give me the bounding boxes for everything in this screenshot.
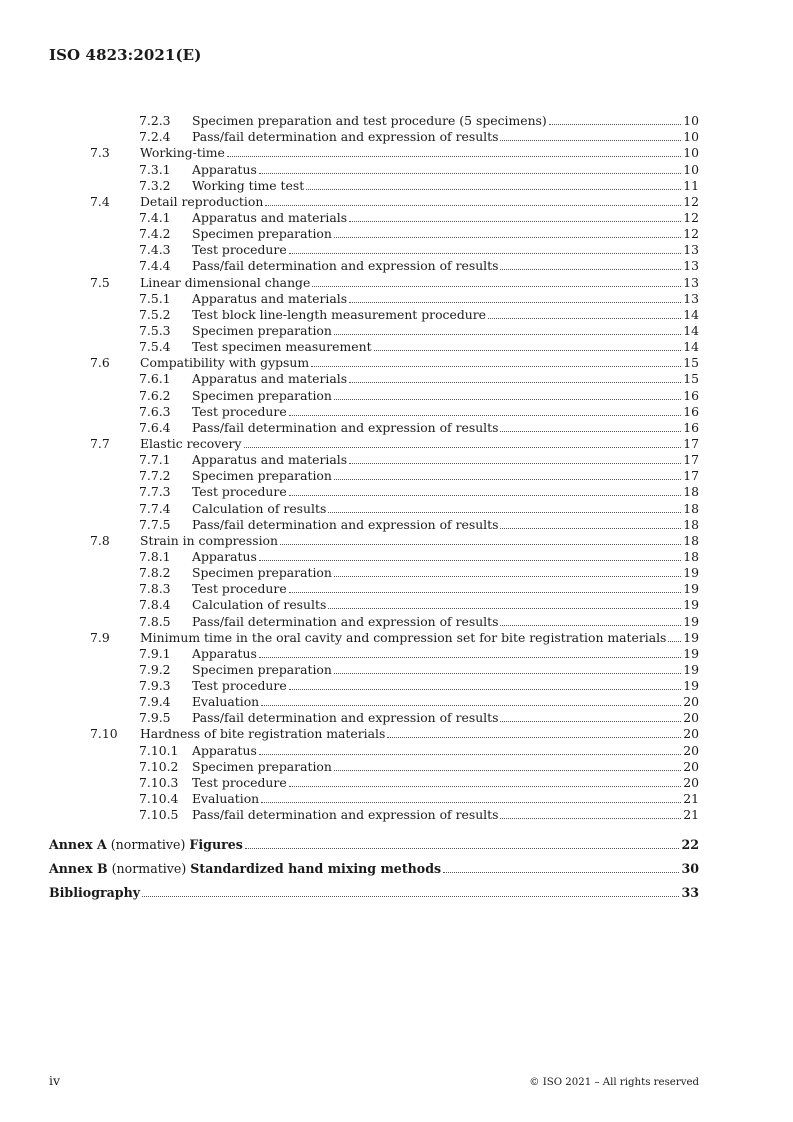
toc-entry[interactable] (49, 790, 699, 806)
toc-entry[interactable] (49, 160, 699, 176)
toc-entry-number: 7.7 (90, 435, 110, 451)
toc-entry-number: 7.4.2 (139, 226, 171, 242)
toc-entry-page: 17 (683, 468, 699, 484)
toc-entry-title: Hardness of bite registration materials (140, 726, 386, 742)
dot-leader (334, 576, 681, 577)
dot-leader (328, 608, 681, 609)
toc-entry-number: 7.4.3 (139, 242, 171, 258)
toc-entry[interactable] (49, 241, 699, 257)
toc-entry-title: Strain in compression (140, 532, 278, 548)
annex-label: Annex B (49, 861, 108, 877)
dot-leader (334, 399, 681, 400)
toc-entry-number: 7.4.4 (139, 258, 171, 274)
toc-entry[interactable] (49, 386, 699, 402)
toc-entry-number: 7.6.4 (139, 419, 171, 435)
dot-leader (311, 366, 681, 367)
dot-leader (259, 657, 681, 658)
toc-entry[interactable] (49, 548, 699, 564)
page-footer (49, 1073, 699, 1088)
toc-entry-number: 7.3 (90, 145, 110, 161)
toc-entry-number: 7.2.4 (139, 129, 171, 145)
dot-leader (334, 237, 681, 238)
toc-entry-page: 20 (683, 726, 699, 742)
toc-entry-page: 18 (683, 548, 699, 564)
toc-entry-page: 21 (683, 791, 699, 807)
toc-entry-page: 12 (683, 209, 699, 225)
toc-entry-number: 7.9.3 (139, 678, 171, 694)
dot-leader (280, 544, 681, 545)
toc-entry-title: Test procedure (192, 581, 287, 597)
toc-entry-number: 7.10.4 (139, 791, 179, 807)
toc-entry[interactable] (49, 419, 699, 435)
toc-entry-page: 13 (683, 290, 699, 306)
dot-leader (500, 269, 681, 270)
toc-entry-title: Detail reproduction (140, 193, 264, 209)
toc-entry-page: 17 (683, 435, 699, 451)
dot-leader (500, 721, 681, 722)
toc-entry-title: Specimen preparation and test procedure (5 specimens) (192, 113, 547, 129)
dot-leader (289, 415, 682, 416)
toc-entry[interactable] (49, 516, 699, 532)
dot-leader (334, 334, 681, 335)
dot-leader (500, 431, 681, 432)
toc-entry-number: 7.10.1 (139, 742, 179, 758)
toc-entry-title: Pass/fail determination and expression of results (192, 129, 499, 145)
annex-page: 22 (681, 837, 699, 853)
dot-leader (244, 447, 682, 448)
dot-leader (289, 253, 682, 254)
annex-page: 30 (681, 861, 699, 877)
toc-entry[interactable] (49, 725, 699, 741)
toc-entry-page: 19 (683, 565, 699, 581)
toc-entry-number: 7.10.2 (139, 758, 179, 774)
annex-title: Figures (189, 837, 243, 853)
dot-leader (500, 625, 681, 626)
toc-entry-page: 15 (683, 371, 699, 387)
toc-entry[interactable] (49, 612, 699, 628)
annex-label: Bibliography (49, 885, 141, 901)
toc-entry-title: Test specimen measurement (192, 339, 372, 355)
toc-entry-number: 7.7.3 (139, 484, 171, 500)
toc-entry[interactable] (49, 483, 699, 499)
dot-leader (488, 318, 681, 319)
dot-leader (500, 528, 681, 529)
toc-entry[interactable] (49, 677, 699, 693)
toc-entry-title: Test procedure (192, 484, 287, 500)
toc-entry-title: Test block line-length measurement procedure (192, 306, 486, 322)
toc-entry[interactable] (49, 629, 699, 645)
toc-entry-title: Pass/fail determination and expression of results (192, 710, 499, 726)
toc-entry-page: 18 (683, 500, 699, 516)
toc-entry[interactable] (49, 806, 699, 822)
toc-entry-number: 7.4 (90, 193, 110, 209)
toc-entry[interactable] (49, 290, 699, 306)
toc-entry-title: Evaluation (192, 791, 260, 807)
toc-entry-page: 11 (683, 177, 699, 193)
toc-entry-page: 10 (683, 145, 699, 161)
toc-entry-number: 7.10.5 (139, 807, 179, 823)
annex-entry[interactable] (49, 828, 699, 852)
copyright-notice: © ISO 2021 – All rights reserved (529, 1077, 699, 1088)
toc-entry-page: 19 (683, 581, 699, 597)
dot-leader (289, 495, 682, 496)
toc-entry[interactable] (49, 177, 699, 193)
dot-leader (349, 302, 681, 303)
dot-leader (334, 479, 681, 480)
toc-entry-number: 7.5 (90, 274, 110, 290)
toc-entry-title: Pass/fail determination and expression of results (192, 807, 499, 823)
table-of-contents (49, 112, 699, 900)
toc-entry-title: Calculation of results (192, 500, 327, 516)
toc-entry-page: 20 (683, 758, 699, 774)
toc-entry-page: 12 (683, 193, 699, 209)
toc-entry-page: 12 (683, 226, 699, 242)
toc-entry[interactable] (49, 322, 699, 338)
dot-leader (312, 286, 681, 287)
toc-entry-title: Specimen preparation (192, 468, 332, 484)
toc-entry-title: Pass/fail determination and expression of results (192, 613, 499, 629)
toc-entry-number: 7.9.4 (139, 694, 171, 710)
toc-entry-page: 10 (683, 113, 699, 129)
toc-entry-page: 16 (683, 403, 699, 419)
toc-entry-number: 7.9.2 (139, 661, 171, 677)
toc-entry-number: 7.5.4 (139, 339, 171, 355)
dot-leader (334, 673, 681, 674)
toc-entry-page: 13 (683, 242, 699, 258)
toc-entry-title: Apparatus (192, 161, 257, 177)
toc-entry[interactable] (49, 564, 699, 580)
toc-entry-number: 7.10.3 (139, 774, 179, 790)
toc-entry[interactable] (49, 338, 699, 354)
toc-entry-number: 7.7.5 (139, 516, 171, 532)
toc-entry-title: Apparatus and materials (192, 452, 348, 468)
dot-leader (328, 512, 681, 513)
toc-entry-page: 13 (683, 274, 699, 290)
toc-entry-title: Specimen preparation (192, 565, 332, 581)
page-number: iv (49, 1073, 61, 1088)
toc-entry-page: 21 (683, 807, 699, 823)
dot-leader (306, 189, 681, 190)
toc-entry[interactable] (49, 370, 699, 386)
toc-entry[interactable] (49, 709, 699, 725)
toc-entry-page: 20 (683, 694, 699, 710)
annex-title: Standardized hand mixing methods (190, 861, 442, 877)
toc-entry-number: 7.8.3 (139, 581, 171, 597)
toc-entry-title: Specimen preparation (192, 387, 332, 403)
toc-entry-title: Apparatus (192, 742, 257, 758)
dot-leader (334, 770, 681, 771)
toc-entry[interactable] (49, 225, 699, 241)
toc-entry[interactable] (49, 774, 699, 790)
toc-entry-title: Apparatus and materials (192, 371, 348, 387)
toc-entry-title: Evaluation (192, 694, 260, 710)
toc-entry-number: 7.8.4 (139, 597, 171, 613)
toc-entry-page: 10 (683, 161, 699, 177)
dot-leader (245, 848, 680, 849)
toc-entry-number: 7.7.2 (139, 468, 171, 484)
toc-entry-page: 19 (683, 613, 699, 629)
document-id-header: ISO 4823:2021(E) (49, 46, 202, 64)
toc-entry[interactable] (49, 273, 699, 289)
toc-entry-number: 7.4.1 (139, 209, 171, 225)
toc-entry-page: 16 (683, 387, 699, 403)
toc-entry-title: Pass/fail determination and expression of results (192, 419, 499, 435)
dot-leader (668, 641, 681, 642)
toc-entry-page: 18 (683, 484, 699, 500)
toc-entry-title: Test procedure (192, 678, 287, 694)
toc-entry-title: Working-time (140, 145, 225, 161)
toc-entry-title: Apparatus (192, 548, 257, 564)
toc-entry-number: 7.6.2 (139, 387, 171, 403)
toc-entry[interactable] (49, 661, 699, 677)
toc-entry-number: 7.8.1 (139, 548, 171, 564)
toc-entry[interactable] (49, 354, 699, 370)
toc-entry-page: 19 (683, 661, 699, 677)
toc-entry-title: Specimen preparation (192, 758, 332, 774)
toc-entry-number: 7.7.4 (139, 500, 171, 516)
toc-entry-title: Calculation of results (192, 597, 327, 613)
toc-entry-page: 10 (683, 129, 699, 145)
dot-leader (349, 463, 681, 464)
toc-entry[interactable] (49, 467, 699, 483)
toc-entry[interactable] (49, 741, 699, 757)
annex-label: Annex A (49, 837, 107, 853)
toc-entry-title: Compatibility with gypsum (140, 355, 310, 371)
dot-leader (259, 754, 681, 755)
dot-leader (289, 689, 682, 690)
dot-leader (443, 872, 679, 873)
toc-entry-number: 7.6 (90, 355, 110, 371)
annex-qualifier: (normative) (111, 861, 187, 877)
annex-page: 33 (681, 885, 699, 901)
toc-entry-page: 15 (683, 355, 699, 371)
toc-entry-page: 19 (683, 645, 699, 661)
toc-entry-number: 7.5.2 (139, 306, 171, 322)
annex-qualifier: (normative) (110, 837, 186, 853)
toc-entry[interactable] (49, 193, 699, 209)
toc-entry[interactable] (49, 128, 699, 144)
toc-entry-title: Specimen preparation (192, 226, 332, 242)
toc-entry[interactable] (49, 112, 699, 128)
toc-entry-page: 13 (683, 258, 699, 274)
toc-entry-number: 7.7.1 (139, 452, 171, 468)
toc-entry-number: 7.9.5 (139, 710, 171, 726)
dot-leader (265, 205, 681, 206)
toc-entry-title: Working time test (192, 177, 305, 193)
dot-leader (261, 705, 681, 706)
dot-leader (259, 560, 681, 561)
dot-leader (374, 350, 682, 351)
toc-entry-title: Test procedure (192, 403, 287, 419)
toc-entry-page: 14 (683, 339, 699, 355)
toc-entry-title: Apparatus and materials (192, 209, 348, 225)
toc-entry[interactable] (49, 306, 699, 322)
toc-entry-number: 7.8.2 (139, 565, 171, 581)
toc-entry-number: 7.5.1 (139, 290, 171, 306)
dot-leader (261, 802, 681, 803)
toc-entry-page: 19 (683, 597, 699, 613)
annex-entry[interactable] (49, 876, 699, 900)
toc-entry-number: 7.8.5 (139, 613, 171, 629)
annex-entry[interactable] (49, 852, 699, 876)
toc-entry-title: Specimen preparation (192, 661, 332, 677)
toc-entry-number: 7.2.3 (139, 113, 171, 129)
toc-entry[interactable] (49, 209, 699, 225)
toc-entry-page: 16 (683, 419, 699, 435)
toc-entry-number: 7.3.1 (139, 161, 171, 177)
toc-entry-title: Linear dimensional change (140, 274, 311, 290)
toc-entry-page: 20 (683, 710, 699, 726)
toc-entry-number: 7.9.1 (139, 645, 171, 661)
toc-entry[interactable] (49, 451, 699, 467)
dot-leader (349, 221, 681, 222)
toc-entry-page: 18 (683, 516, 699, 532)
toc-entry-title: Test procedure (192, 242, 287, 258)
toc-entry-page: 14 (683, 306, 699, 322)
dot-leader (142, 896, 679, 897)
toc-entry-page: 19 (683, 678, 699, 694)
toc-entry[interactable] (49, 257, 699, 273)
toc-entry-page: 19 (683, 629, 699, 645)
dot-leader (349, 382, 681, 383)
toc-entry-number: 7.8 (90, 532, 110, 548)
toc-entry-title: Minimum time in the oral cavity and compression set for bite registration materials (140, 629, 667, 645)
toc-entry-number: 7.9 (90, 629, 110, 645)
toc-entry-title: Pass/fail determination and expression of results (192, 516, 499, 532)
toc-entry[interactable] (49, 499, 699, 515)
dot-leader (259, 173, 681, 174)
toc-entry[interactable] (49, 693, 699, 709)
toc-entry-page: 20 (683, 774, 699, 790)
toc-entry-number: 7.6.1 (139, 371, 171, 387)
toc-entry-title: Pass/fail determination and expression of results (192, 258, 499, 274)
toc-entry-title: Apparatus and materials (192, 290, 348, 306)
toc-entry-title: Elastic recovery (140, 435, 242, 451)
toc-entry-title: Test procedure (192, 774, 287, 790)
toc-entry[interactable] (49, 532, 699, 548)
dot-leader (387, 737, 681, 738)
toc-entry-title: Apparatus (192, 645, 257, 661)
toc-entry-number: 7.3.2 (139, 177, 171, 193)
dot-leader (500, 140, 681, 141)
toc-entry-number: 7.10 (90, 726, 118, 742)
toc-entry[interactable] (49, 580, 699, 596)
toc-entry[interactable] (49, 758, 699, 774)
toc-entry[interactable] (49, 403, 699, 419)
dot-leader (289, 786, 682, 787)
dot-leader (549, 124, 681, 125)
toc-entry[interactable] (49, 596, 699, 612)
toc-entry-page: 20 (683, 742, 699, 758)
dot-leader (227, 156, 681, 157)
toc-entry-number: 7.6.3 (139, 403, 171, 419)
toc-entry-page: 14 (683, 322, 699, 338)
toc-entry-page: 18 (683, 532, 699, 548)
dot-leader (500, 818, 681, 819)
toc-entry[interactable] (49, 435, 699, 451)
toc-entries (49, 112, 699, 822)
toc-annexes (49, 828, 699, 900)
toc-entry[interactable] (49, 144, 699, 160)
toc-entry[interactable] (49, 645, 699, 661)
dot-leader (289, 592, 682, 593)
toc-entry-number: 7.5.3 (139, 322, 171, 338)
toc-entry-title: Specimen preparation (192, 322, 332, 338)
toc-entry-page: 17 (683, 452, 699, 468)
